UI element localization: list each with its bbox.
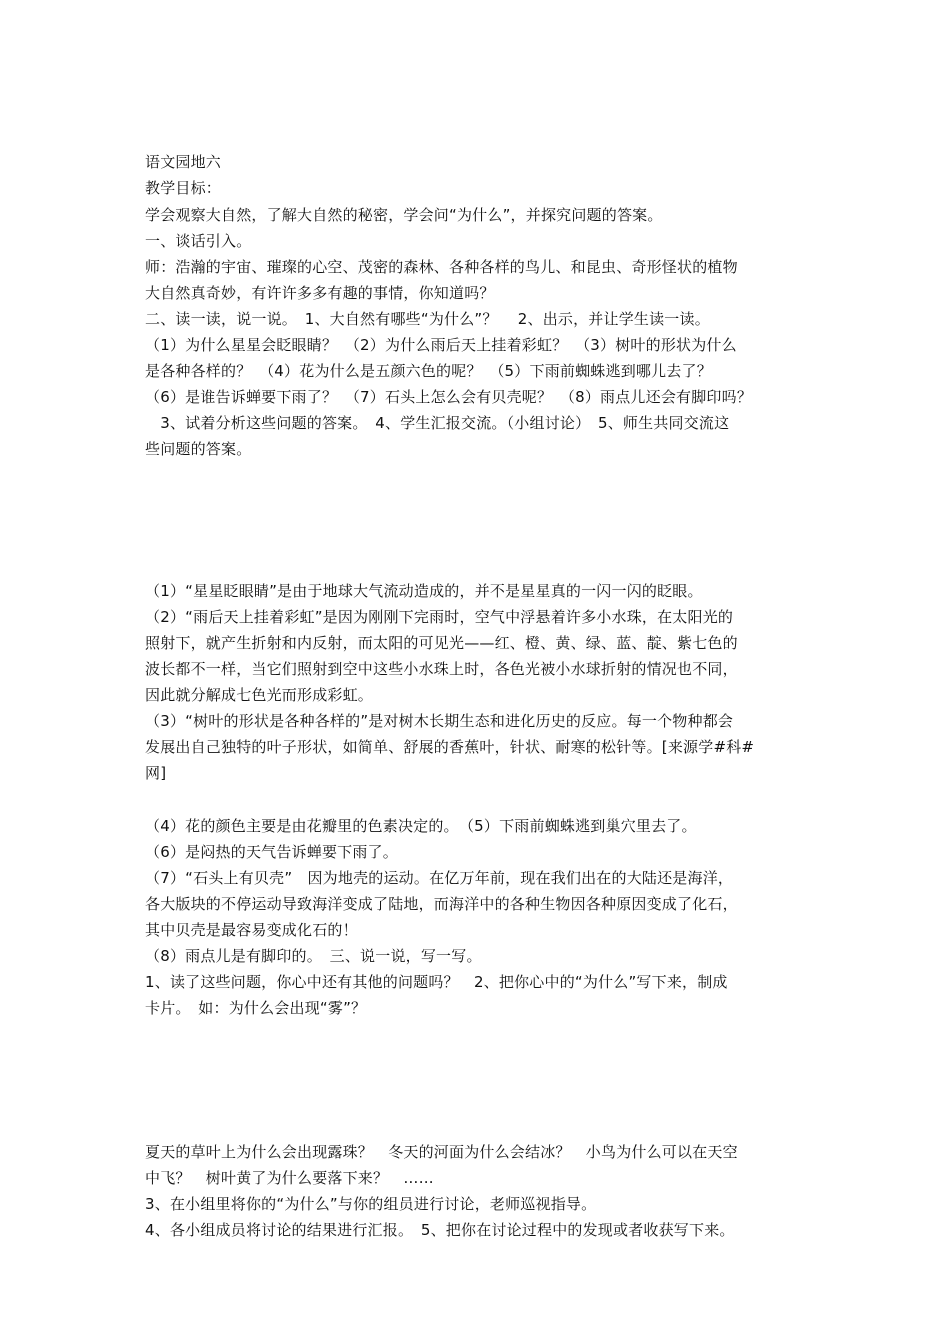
answer-line: （1）“星星眨眼睛”是由于地球大气流动造成的，并不是星星真的一闪一闪的眨眼。 [145,582,703,600]
answer-line: （4）花的颜色主要是由花瓣里的色素决定的。 （5）下雨前蜘蛛逃到巢穴里去了。 [145,817,697,835]
text-line: （1）为什么星星会眨眼睛？ （2）为什么雨后天上挂着彩虹？ （3）树叶的形状为什么 [145,336,737,354]
doc-title: 语文园地六 [145,153,222,171]
answer-line: （8）雨点儿是有脚印的。 三、说一说，写一写。 [145,947,482,965]
text-line: （6）是谁告诉蝉要下雨了？ （7）石头上怎么会有贝壳呢？ （8）雨点儿还会有脚印吗？ [145,388,753,406]
text-line: 大自然真奇妙，有许许多多有趣的事情，你知道吗？ [145,284,495,302]
answer-line: （6）是闷热的天气告诉蝉要下雨了。 [145,843,398,861]
text-line: 3、试着分析这些问题的答案。 4、学生汇报交流。（小组讨论） 5、师生共同交流这 [145,414,730,432]
answer-line: 照射下，就产生折射和内反射，而太阳的可见光——红、橙、黄、绿、蓝、靛、紫七色的 [145,634,738,652]
answer-line: （3）“树叶的形状是各种各样的”是对树木长期生态和进化历史的反应。每一个物种都会 [145,712,734,730]
answer-line: 网] [145,764,167,782]
answer-line: 各大版块的不停运动导致海洋变成了陆地，而海洋中的各种生物因各种原因变成了化石， [145,895,738,913]
answer-line: 发展出自己独特的叶子形状，如简单、舒展的香蕉叶，针状、耐寒的松针等。[来源学#科# [145,738,755,756]
text-line: 卡片。 如：为什么会出现“雾”？ [145,999,367,1017]
text-line: 4、各小组成员将讨论的结果进行汇报。 5、把你在讨论过程中的发现或者收获写下来。 [145,1221,735,1239]
text-line: 是各种各样的？ （4）花为什么是五颜六色的呢？ （5）下雨前蜘蛛逃到哪儿去了？ [145,362,712,380]
section-heading-goals: 教学目标： [145,179,222,197]
section-heading-intro: 一、谈话引入。 [145,232,252,250]
answer-line: 其中贝壳是最容易变成化石的！ [145,921,358,939]
text-line: 中飞？ 树叶黄了为什么要落下来？ …… [145,1169,434,1187]
text-line: 夏天的草叶上为什么会出现露珠？ 冬天的河面为什么会结冰？ 小鸟为什么可以在天空 [145,1143,738,1161]
text-line: 师：浩瀚的宇宙、璀璨的心空、茂密的森林、各种各样的鸟儿、和昆虫、奇形怪状的植物 [145,258,738,276]
text-line: 学会观察大自然，了解大自然的秘密，学会问“为什么”，并探究问题的答案。 [145,206,663,224]
answer-line: （2）“雨后天上挂着彩虹”是因为刚刚下完雨时，空气中浮悬着许多小水珠，在太阳光的 [145,608,734,626]
answer-line: 因此就分解成七色光而形成彩虹。 [145,686,374,704]
text-line: 1、读了这些问题，你心中还有其他的问题吗？ 2、把你心中的“为什么”写下来，制成 [145,973,728,991]
answer-line: （7）“石头上有贝壳” 因为地壳的运动。在亿万年前，现在我们出在的大陆还是海洋， [145,869,734,887]
text-line: 3、在小组里将你的“为什么”与你的组员进行讨论，老师巡视指导。 [145,1195,597,1213]
text-line: 些问题的答案。 [145,440,252,458]
text-line: 二、读一读，说一说。 1、大自然有哪些“为什么”？ 2、出示，并让学生读一读。 [145,310,710,328]
answer-line: 波长都不一样，当它们照射到空中这些小水珠上时，各色光被小水球折射的情况也不同， [145,660,738,678]
